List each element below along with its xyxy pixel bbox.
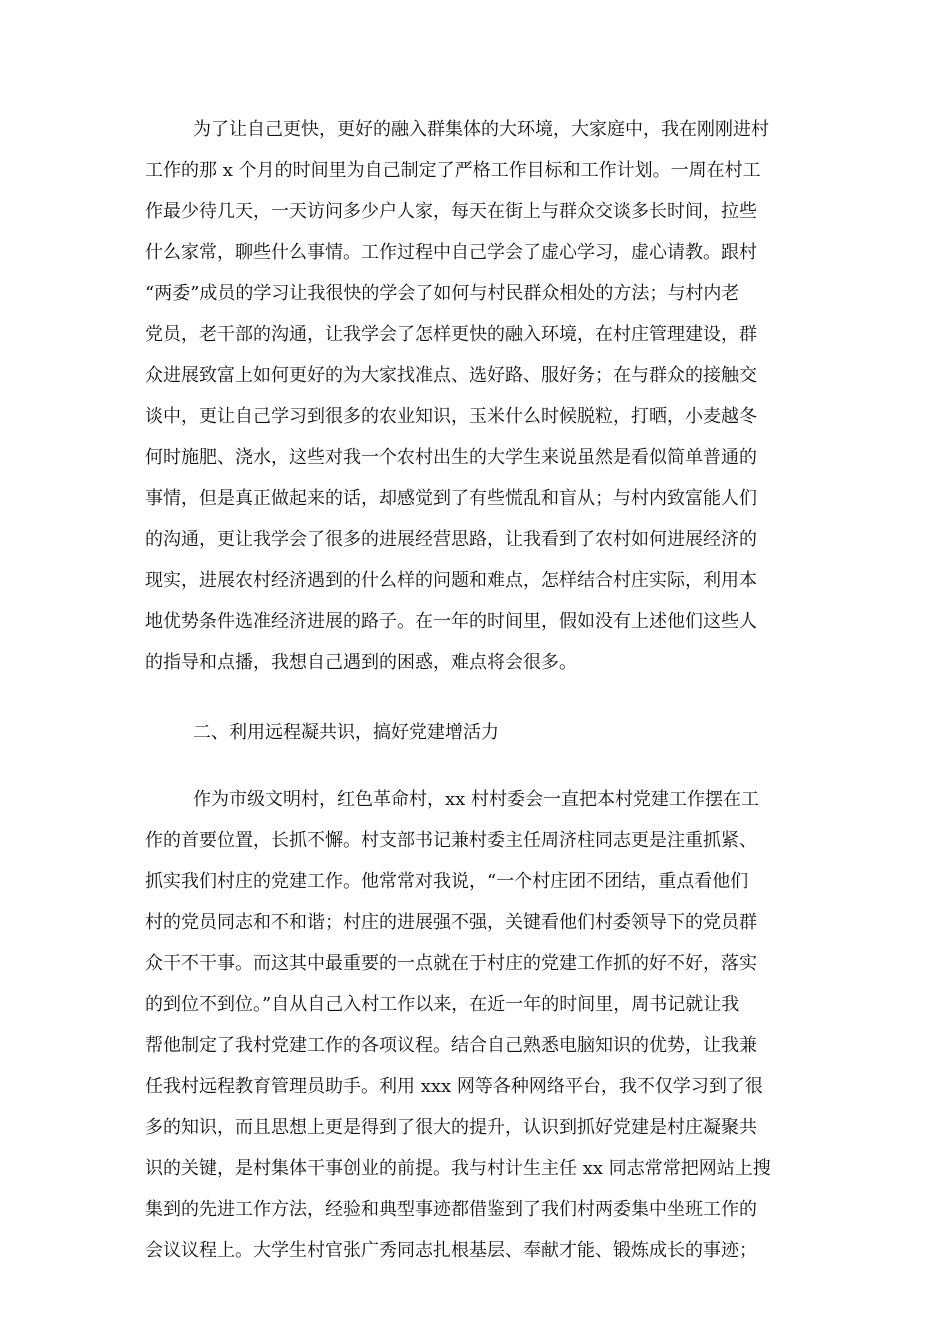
paragraph-line: 党员，老干部的沟通，让我学会了怎样更快的融入环境，在村庄管理建设，群 (145, 324, 757, 345)
paragraph-line: 为了让自己更快，更好的融入群集体的大环境，大家庭中，我在刚刚进村 (193, 119, 769, 140)
paragraph-line: 村的党员同志和不和谐；村庄的进展强不强，关键看他们村委领导下的党员群 (145, 912, 757, 933)
paragraph-line: 事情，但是真正做起来的话，却感觉到了有些慌乱和盲从；与村内致富能人们 (145, 488, 757, 509)
paragraph-line: “两委”成员的学习让我很快的学会了如何与村民群众相处的方法；与村内老 (145, 283, 740, 304)
paragraph-line: 作为市级文明村，红色革命村，xx 村村委会一直把本村党建工作摆在工 (193, 789, 760, 810)
paragraph-line: 什么家常，聊些什么事情。工作过程中自己学会了虚心学习，虚心请教。跟村 (145, 242, 757, 263)
paragraph-line: 作最少待几天，一天访问多少户人家，每天在街上与群众交谈多长时间，拉些 (145, 201, 757, 222)
paragraph-line: 集到的先进工作方法，经验和典型事迹都借鉴到了我们村两委集中坐班工作的 (145, 1199, 757, 1220)
paragraph-line: 任我村远程教育管理员助手。利用 xxx 网等各种网络平台，我不仅学习到了很 (145, 1076, 763, 1097)
paragraph-line: 现实，进展农村经济遇到的什么样的问题和难点，怎样结合村庄实际，利用本 (145, 570, 757, 591)
section-heading: 二、利用远程凝共识，搞好党建增活力 (193, 722, 499, 743)
paragraph-line: 地优势条件选准经济进展的路子。在一年的时间里，假如没有上述他们这些人 (145, 611, 757, 632)
paragraph-line: 的到位不到位。”自从自己入村工作以来，在近一年的时间里，周书记就让我 (145, 994, 740, 1015)
paragraph-line: 的沟通，更让我学会了很多的进展经营思路，让我看到了农村如何进展经济的 (145, 529, 757, 550)
paragraph-line: 谈中，更让自己学习到很多的农业知识，玉米什么时候脱粒，打晒，小麦越冬 (145, 406, 757, 427)
paragraph-line: 的指导和点播，我想自己遇到的困惑，难点将会很多。 (145, 652, 577, 673)
paragraph-line: 众进展致富上如何更好的为大家找准点、选好路、服好务；在与群众的接触交 (145, 365, 757, 386)
paragraph-line: 帮他制定了我村党建工作的各项议程。结合自己熟悉电脑知识的优势，让我兼 (145, 1035, 757, 1056)
paragraph-line: 作的首要位置，长抓不懈。村支部书记兼村委主任周济柱同志更是注重抓紧、 (145, 830, 757, 851)
paragraph-line: 识的关键，是村集体干事创业的前提。我与村计生主任 xx 同志常常把网站上搜 (145, 1158, 771, 1179)
paragraph-line: 抓实我们村庄的党建工作。他常常对我说，“一个村庄团不团结，重点看他们 (145, 871, 749, 892)
paragraph-line: 众干不干事。而这其中最重要的一点就在于村庄的党建工作抓的好不好，落实 (145, 953, 757, 974)
paragraph-line: 多的知识，而且思想上更是得到了很大的提升，认识到抓好党建是村庄凝聚共 (145, 1117, 757, 1138)
paragraph-line: 会议议程上。大学生村官张广秀同志扎根基层、奉献才能、锻炼成长的事迹； (145, 1240, 757, 1261)
paragraph-line: 工作的那 x 个月的时间里为自己制定了严格工作目标和工作计划。一周在村工 (145, 160, 761, 181)
paragraph-line: 何时施肥、浇水，这些对我一个农村出生的大学生来说虽然是看似简单普通的 (145, 447, 757, 468)
